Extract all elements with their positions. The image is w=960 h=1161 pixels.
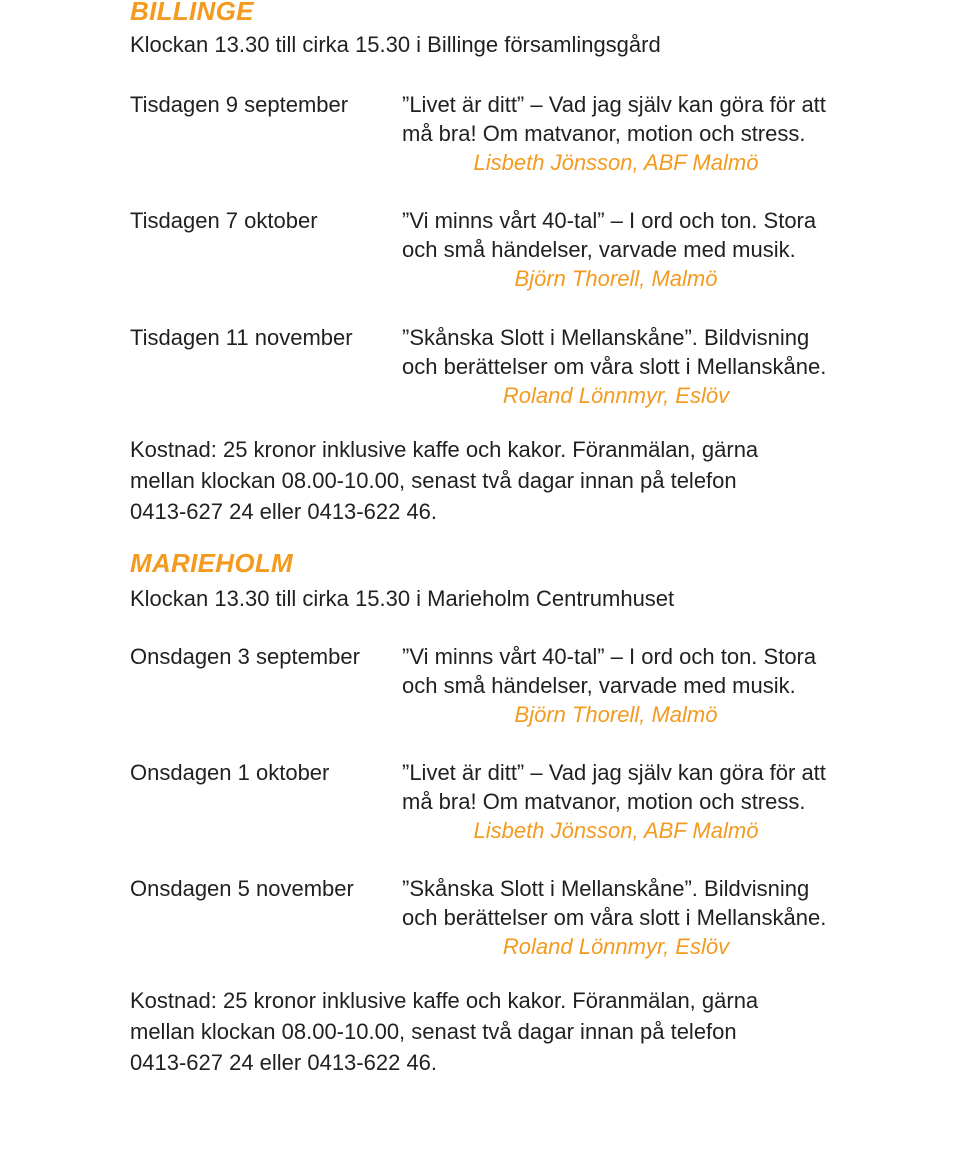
- event-billinge-3: [130, 323, 930, 439]
- cost-line: mellan klockan 08.00-10.00, senast två dagar innan på telefon: [130, 468, 737, 493]
- event-description: [402, 874, 842, 961]
- event-detail-line: och små händelser, varvade med musik.: [402, 237, 796, 262]
- event-billinge-1: [130, 90, 930, 206]
- event-title-line: ”Vi minns vårt 40-tal” – I ord och ton. Stora: [402, 208, 817, 233]
- event-description: [402, 642, 842, 729]
- event-date: Tisdagen 11 november: [130, 325, 353, 350]
- event-title-line: ”Livet är ditt” – Vad jag själv kan göra för att: [402, 92, 826, 117]
- event-title-line: ”Skånska Slott i Mellanskåne”. Bildvisning: [402, 876, 810, 901]
- event-detail-line: och berättelser om våra slott i Mellanskåne.: [402, 354, 827, 379]
- cost-line: 0413-627 24 eller 0413-622 46.: [130, 499, 438, 524]
- event-description: [402, 323, 842, 410]
- event-date: Onsdagen 1 oktober: [130, 760, 330, 785]
- marieholm-section: [130, 548, 930, 614]
- section-subtitle-billinge: Klockan 13.30 till cirka 15.30 i Billinge församlingsgård: [130, 32, 661, 57]
- event-title-line: ”Vi minns vårt 40-tal” – I ord och ton. Stora: [402, 644, 817, 669]
- event-title-line: ”Skånska Slott i Mellanskåne”. Bildvisning: [402, 325, 810, 350]
- event-speaker: Lisbeth Jönsson, ABF Malmö: [473, 150, 759, 175]
- event-marieholm-2: [130, 758, 930, 874]
- cost-line: Kostnad: 25 kronor inklusive kaffe och kakor. Föranmälan, gärna: [130, 437, 759, 462]
- event-description: [402, 206, 842, 293]
- cost-info-marieholm: [130, 985, 930, 1078]
- section-title-marieholm: MARIEHOLM: [130, 548, 294, 578]
- cost-line: 0413-627 24 eller 0413-622 46.: [130, 1050, 438, 1075]
- section-title-billinge: BILLINGE: [130, 0, 254, 26]
- event-speaker: Björn Thorell, Malmö: [514, 266, 718, 291]
- event-marieholm-3: [130, 874, 930, 990]
- event-speaker: Roland Lönnmyr, Eslöv: [502, 383, 730, 408]
- cost-line: mellan klockan 08.00-10.00, senast två dagar innan på telefon: [130, 1019, 737, 1044]
- event-speaker: Björn Thorell, Malmö: [514, 702, 718, 727]
- event-detail-line: må bra! Om matvanor, motion och stress.: [402, 121, 806, 146]
- event-billinge-2: [130, 206, 930, 322]
- event-speaker: Lisbeth Jönsson, ABF Malmö: [473, 818, 759, 843]
- event-marieholm-1: [130, 642, 930, 758]
- section-subtitle-marieholm: Klockan 13.30 till cirka 15.30 i Marieholm Centrumhuset: [130, 586, 675, 611]
- event-date: Tisdagen 9 september: [130, 92, 349, 117]
- cost-info-billinge: [130, 434, 930, 527]
- billinge-section: [130, 0, 930, 60]
- event-speaker: Roland Lönnmyr, Eslöv: [502, 934, 730, 959]
- cost-line: Kostnad: 25 kronor inklusive kaffe och kakor. Föranmälan, gärna: [130, 988, 759, 1013]
- event-detail-line: må bra! Om matvanor, motion och stress.: [402, 789, 806, 814]
- event-date: Onsdagen 5 november: [130, 876, 354, 901]
- event-date: Tisdagen 7 oktober: [130, 208, 318, 233]
- event-detail-line: och små händelser, varvade med musik.: [402, 673, 796, 698]
- event-date: Onsdagen 3 september: [130, 644, 360, 669]
- event-description: [402, 90, 842, 177]
- event-title-line: ”Livet är ditt” – Vad jag själv kan göra för att: [402, 760, 826, 785]
- event-description: [402, 758, 842, 845]
- event-detail-line: och berättelser om våra slott i Mellanskåne.: [402, 905, 827, 930]
